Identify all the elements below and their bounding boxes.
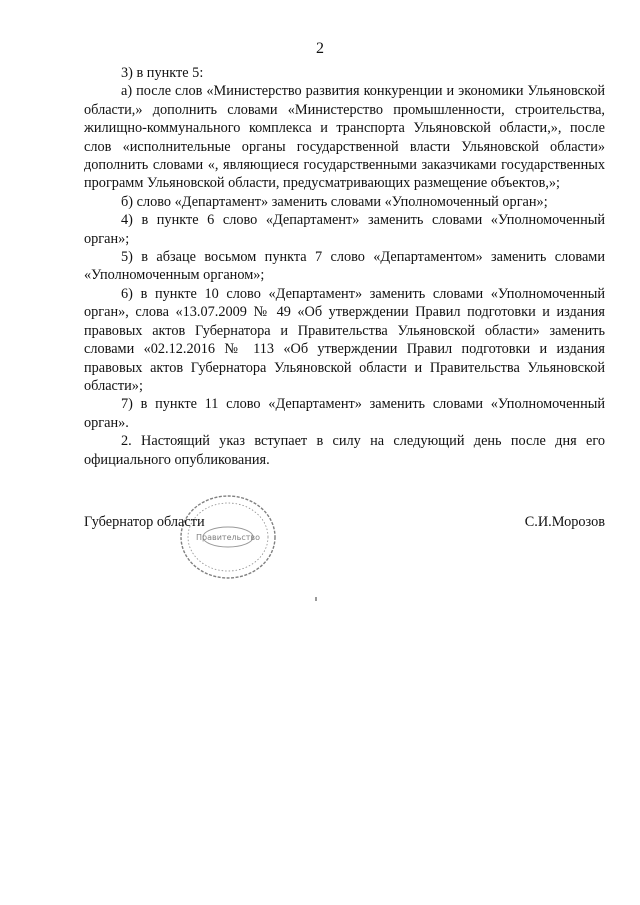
signatory-name: С.И.Морозов [524, 514, 605, 530]
paragraph-item-6: 6) в пункте 10 слово «Департамент» заменить словами «Уполномоченный орган», слова «13.07.2009 № 49 «Об утверждении Правил подготовки и издания правовых актов Губернатора и Правительства Ульяновской области» заменить словами «02.12.2016 № 113 «Об утверждении Правил подготовки и издания правовых актов Губернатора Ульяновской области и Правительства Ульяновской области»; [84, 285, 605, 394]
signatory-title: Губернатор области [84, 514, 205, 530]
paragraph-item-7: 7) в пункте 11 слово «Департамент» заменить словами «Уполномоченный орган». [84, 396, 605, 431]
page-number: 2 [316, 40, 324, 57]
scan-speck [315, 597, 317, 601]
paragraph-item-4: 4) в пункте 6 слово «Департамент» заменить словами «Уполномоченный орган»; [84, 212, 605, 247]
paragraph-subitem-a: а) после слов «Министерство развития конкуренции и экономики Ульяновской области,» дополнить словами «Министерство промышленности, строительства, жилищно-коммунального комплекса и транспорта Ульяновской области,», после слов «исполнительные органы государственной власти Ульяновской области» дополнить словами «, являющиеся государственными заказчиками государственных программ Ульяновской области, предусматривающих размещение объектов,»; [84, 83, 605, 192]
paragraph-item-5: 5) в абзаце восьмом пункта 7 слово «Департаментом» заменить словами «Уполномоченным органом»; [84, 249, 605, 284]
paragraph-item-3: 3) в пункте 5: [121, 65, 204, 81]
paragraph-subitem-b: б) слово «Департамент» заменить словами «Уполномоченный орган»; [121, 193, 548, 210]
paragraph-effective-date: 2. Настоящий указ вступает в силу на следующий день после дня его официального опубликования. [84, 433, 605, 468]
document-body [84, 64, 605, 469]
official-seal-stamp [178, 493, 278, 581]
stamp-inner-text: Правительство [196, 533, 260, 542]
